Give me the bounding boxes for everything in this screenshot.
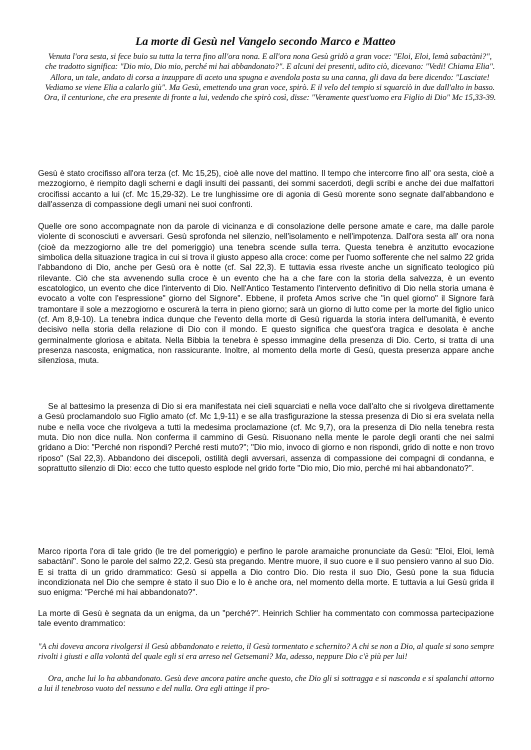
epigraph-gospel-quote: Venuta l'ora sesta, si fece buio su tutta la terra fino all'ora nona. E all'ora nona Gesù gridò a gran voce: "Eloi, Eloi, lemà sabactàni?", che tradotto significa: "Dio mio, Dio mio, perché mi hai abbandonato?". E alcuni dei presenti, udito ciò, dicevano: "Vedi! Chiama Elia". Allora, un tale, andato di corsa a inzuppare di aceto una spugna e avendola posta su una canna, gli dava da bere dicendo: "Lasciate! Vediamo se viene Elia a calarlo giù". Ma Gesù, emettendo una gran voce, spirò. E il velo del tempio si squarciò in due dall'alto in basso. Ora, il centurione, che era presente di fronte a lui, vedendo che spirò così, disse: "Veramente quest'uomo era Figlio di Dio" Mc 15,33-39. bbox=[44, 52, 496, 103]
paragraph-2: Quelle ore sono accompagnate non da parole di vicinanza e di consolazione delle persone amate e care, ma dalle parole violente di sconosciuti e avversari. Gesù sprofonda nel silenzio, nell'isolamento e nell'impotenza. Dall'ora sesta all' ora nona (cioè da mezzogiorno alle tre del pomeriggio) una tenebra scende sulla terra. Questa tenebra è anzitutto evocazione simbolica della situazione tragica in cui si trova il giusto appeso alla croce: come per l'uomo sofferente che nel salmo 22 grida l'abbandono di Dio, anche per Gesù ora è notte (cf. Sal 22,3). E tuttavia essa riveste anche un significato teologico più rilevante. Ciò che sta avvenendo sulla croce è un evento che ha a che fare con la storia della salvezza, è un evento escatologico, un evento che dice l'intervento di Dio. Nell'Antico Testamento l'intervento definitivo di Dio nella storia umana è evocato a volte con l'espressione" giorno del Signore". Ebbene, il profeta Amos scrive che "in quel giorno" il Signore farà tramontare il sole a mezzogiorno e oscurerà la terra in pieno giorno; sarà un giorno di lutto come per la morte del figlio unico (cf. Am 8,9-10). La tenebra indica dunque che l'evento della morte di Gesù riguarda la storia intera dell'umanità, è evento decisivo nella storia della relazione di Dio con il mondo. E questo significa che quest'ora tragica e desolata è anche germinalmente gloriosa e abitata. Nella Bibbia la tenebra è spesso immagine della presenza di Dio. Certo, si tratta di una presenza nascosta, enigmatica, non rassicurante. Inoltre, al momento della morte di Gesù, questa presenza appare anche silenziosa, muta. bbox=[38, 222, 494, 366]
schlier-quote-part-1: "A chi doveva ancora rivolgersi il Gesù abbandonato e reietto, il Gesù tormentato e schernito? A chi se non a Dio, al quale si sono sempre rivolti i giusti e alla volontà del quale egli si era arreso nel Getsemani? Ma, adesso, neppure Dio c'è più per lui! bbox=[38, 642, 494, 662]
page-title: La morte di Gesù nel Vangelo secondo Marco e Matteo bbox=[135, 36, 396, 48]
paragraph-4: Marco riporta l'ora di tale grido (le tre del pomeriggio) e perfino le parole aramaiche pronunciate da Gesù: "Eloi, Eloi, lemà sabactàni". Sono le parole del salmo 22,2. Gesù sta pregando. Mentre muore, il suo cuore e il suo pensiero vanno al suo Dio. E si tratta di un grido drammatico: Gesù si appella a Dio contro Dio. Dio resta il suo Dio, Gesù pone la sua fiducia incondizionata nel Dio che sempre è stato il suo Dio e lo è anche ora, nel momento della morte. E tuttavia a lui Gesù grida il suo enigma: "Perché mi hai abbandonato?". bbox=[38, 547, 494, 598]
paragraph-3: Se al battesimo la presenza di Dio si era manifestata nei cieli squarciati e nella voce dall'alto che si rivolgeva direttamente a Gesù proclamandolo suo Figlio amato (cf. Mc 1,9-11) e se alla trasfigurazione la stessa presenza di Dio si era svelata nella nube e nella voce che rivolgeva a tutti la medesima proclamazione (cf. Mc 9,7), ora la presenza di Dio nella tenebra resta muta. Dio non dice nulla. Non conferma il cammino di Gesù. Risuonano nella mente le parole degli oranti che nei salmi gridano a Dio: "Perché non rispondi? Perché resti muto?"; "Dio mio, invoco di giorno e non rispondi, grido di notte e non trovo riposo" (Sal 22,3). Abbandono dei discepoli, ostilità degli avversari, assenza di compassione dei compagni di condanna, e soprattutto silenzio di Dio: ecco che tutto questo esplode nel grido forte "Dio mio, Dio mio, perché mi hai abbandonato?". bbox=[38, 402, 494, 474]
paragraph-5: La morte di Gesù è segnata da un enigma, da un "perché?". Heinrich Schlier ha commentato con commossa partecipazione tale evento drammatico: bbox=[38, 609, 494, 629]
schlier-quote-part-2: Ora, anche lui lo ha abbandonato. Gesù deve ancora patire anche questo, che Dio gli si sottragga e si nasconda e si spalanchi attorno a lui il tenebroso vuoto del nessuno e del nulla. Ora egli attinge il pro- bbox=[38, 674, 494, 694]
paragraph-1: Gesù è stato crocifisso all'ora terza (cf. Mc 15,25), cioè alle nove del mattino. Il tempo che intercorre fino all' ora sesta, cioè a mezzogiorno, è riempito dagli scherni e dagli insulti dei passanti, dei sommi sacerdoti, degli scribi e anche dei due malfattori crocifissi accanto a lui (cf. Mc 15,29-32). Le tre lunghissime ore di agonia di Gesù morente sono segnate dall'abbandono e dall'assenza di compassione degli umani nei suoi confronti. bbox=[38, 169, 494, 210]
